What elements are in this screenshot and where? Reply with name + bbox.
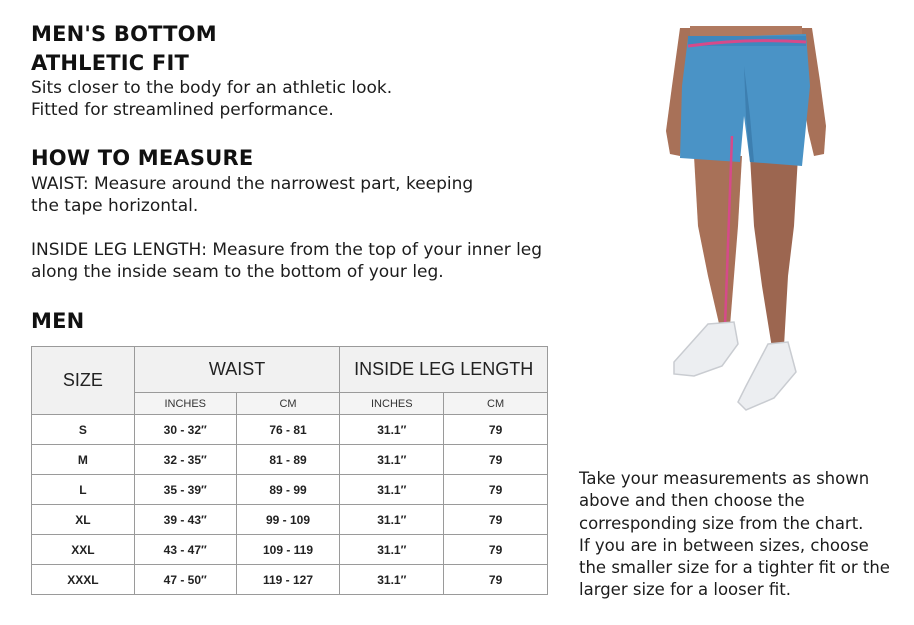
note-line6: larger size for a looser fit.	[579, 580, 792, 600]
left-leg	[694, 156, 742, 328]
header-size: SIZE	[32, 347, 135, 415]
fit-title-line1: MEN'S BOTTOM	[31, 22, 217, 46]
table-row	[32, 505, 548, 535]
waist-instructions-line1: WAIST: Measure around the narrowest part, keeping	[31, 174, 474, 194]
header-waist: WAIST	[134, 347, 340, 393]
cell-waist-inches: 47 - 50″	[134, 565, 236, 595]
cell-waist-inches: 30 - 32″	[134, 415, 236, 445]
subheader-leg-cm: CM	[444, 393, 548, 415]
cell-waist-inches: 39 - 43″	[134, 505, 236, 535]
fit-description-line2: Fitted for streamlined performance.	[31, 100, 334, 120]
fit-description	[31, 77, 392, 121]
table-row	[32, 415, 548, 445]
cell-leg-inches: 31.1″	[340, 535, 444, 565]
cell-waist-cm: 76 - 81	[236, 415, 340, 445]
table-row	[32, 565, 548, 595]
cell-size: L	[32, 475, 135, 505]
cell-leg-cm: 79	[444, 415, 548, 445]
waist-instructions	[31, 173, 473, 217]
cell-leg-inches: 31.1″	[340, 445, 444, 475]
table-header-row	[32, 347, 548, 393]
cell-leg-cm: 79	[444, 475, 548, 505]
shorts	[680, 34, 810, 166]
table-row	[32, 445, 548, 475]
cell-waist-inches: 32 - 35″	[134, 445, 236, 475]
cell-leg-cm: 79	[444, 505, 548, 535]
subheader-leg-inches: INCHES	[340, 393, 444, 415]
waist-instructions-line2: the tape horizontal.	[31, 196, 199, 216]
inside-leg-instructions-line2: along the inside seam to the bottom of your leg.	[31, 262, 444, 282]
left-shoe	[674, 322, 738, 376]
cell-leg-inches: 31.1″	[340, 565, 444, 595]
cell-waist-cm: 109 - 119	[236, 535, 340, 565]
cell-leg-inches: 31.1″	[340, 505, 444, 535]
measurement-note	[579, 468, 899, 602]
note-line5: the smaller size for a tighter fit or the	[579, 558, 890, 578]
subheader-waist-inches: INCHES	[134, 393, 236, 415]
note-line4: If you are in between sizes, choose	[579, 535, 869, 555]
size-table-title: MEN	[31, 309, 85, 333]
subheader-waist-cm: CM	[236, 393, 340, 415]
cell-waist-cm: 89 - 99	[236, 475, 340, 505]
table-row	[32, 475, 548, 505]
model-photo	[650, 26, 850, 416]
cell-size: M	[32, 445, 135, 475]
right-leg	[750, 156, 798, 348]
cell-leg-inches: 31.1″	[340, 475, 444, 505]
right-shoe	[738, 342, 796, 410]
cell-leg-cm: 79	[444, 565, 548, 595]
note-line1: Take your measurements as shown	[579, 469, 870, 488]
cell-waist-cm: 81 - 89	[236, 445, 340, 475]
cell-waist-inches: 43 - 47″	[134, 535, 236, 565]
cell-leg-inches: 31.1″	[340, 415, 444, 445]
cell-size: XXXL	[32, 565, 135, 595]
cell-waist-inches: 35 - 39″	[134, 475, 236, 505]
fit-description-line1: Sits closer to the body for an athletic look.	[31, 78, 393, 98]
header-inside-leg: INSIDE LEG LENGTH	[340, 347, 548, 393]
cell-size: XXL	[32, 535, 135, 565]
cell-size: XL	[32, 505, 135, 535]
cell-waist-cm: 119 - 127	[236, 565, 340, 595]
cell-waist-cm: 99 - 109	[236, 505, 340, 535]
how-to-measure-title: HOW TO MEASURE	[31, 146, 254, 170]
size-chart-table	[31, 346, 548, 595]
table-row	[32, 535, 548, 565]
inside-leg-instructions	[31, 239, 542, 283]
cell-leg-cm: 79	[444, 445, 548, 475]
cell-leg-cm: 79	[444, 535, 548, 565]
cell-size: S	[32, 415, 135, 445]
note-line2: above and then choose the	[579, 491, 805, 511]
note-line3: corresponding size from the chart.	[579, 513, 864, 533]
fit-title-line2: ATHLETIC FIT	[31, 51, 189, 75]
inside-leg-instructions-line1: INSIDE LEG LENGTH: Measure from the top of your inner leg	[31, 240, 543, 260]
